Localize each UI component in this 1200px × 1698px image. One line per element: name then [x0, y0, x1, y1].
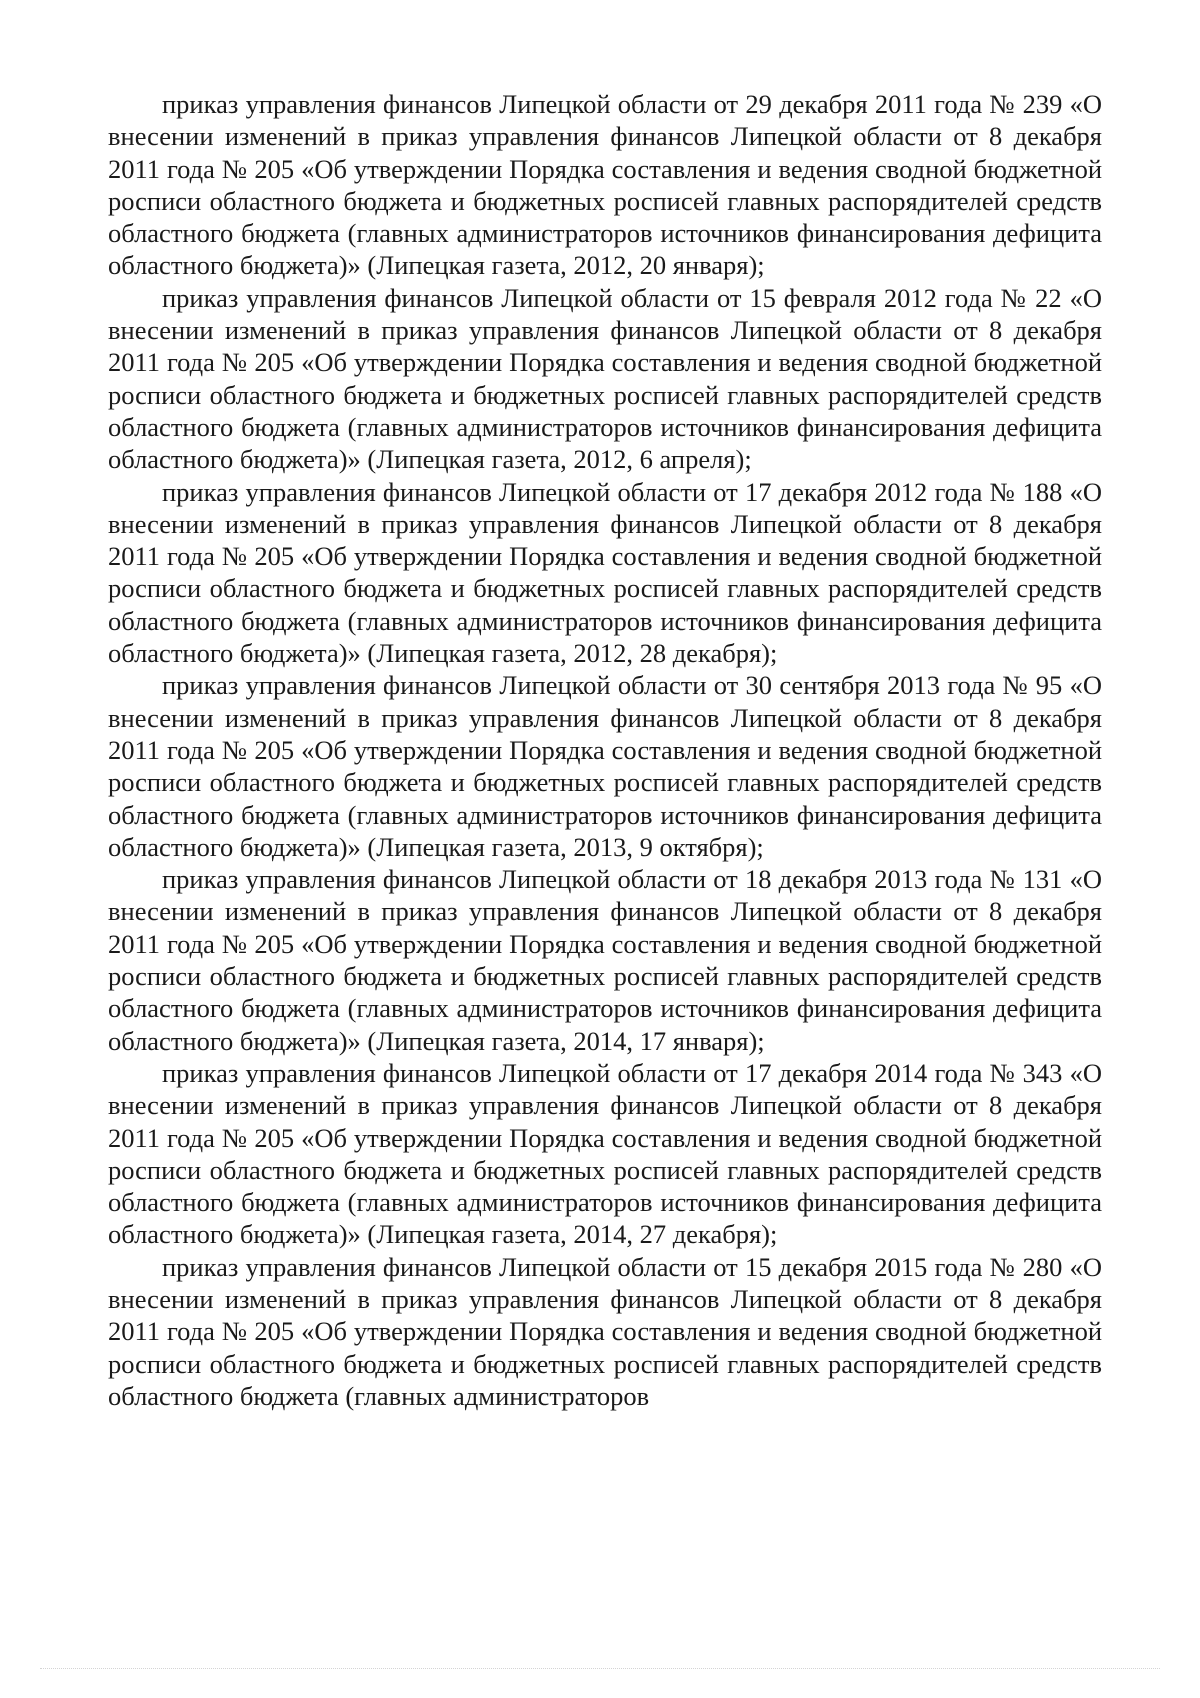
paragraph-order-239: приказ управления финансов Липецкой области от 29 декабря 2011 года № 239 «О внесении изменений в приказ управления финансов Липецкой области от 8 декабря 2011 года № 205 «Об утверждении Порядка составления и ведения сводной бюджетной росписи областного бюджета и бюджетных росписей главных распорядителей средств областного бюджета (главных администраторов источников финансирования дефицита областного бюджета)» (Липецкая газета, 2012, 20 января);	[108, 89, 1102, 281]
paragraph-order-131: приказ управления финансов Липецкой области от 18 декабря 2013 года № 131 «О внесении изменений в приказ управления финансов Липецкой области от 8 декабря 2011 года № 205 «Об утверждении Порядка составления и ведения сводной бюджетной росписи областного бюджета и бюджетных росписей главных распорядителей средств областного бюджета (главных администраторов источников финансирования дефицита областного бюджета)» (Липецкая газета, 2014, 17 января);	[108, 864, 1102, 1056]
paragraph-order-280: приказ управления финансов Липецкой области от 15 декабря 2015 года № 280 «О внесении изменений в приказ управления финансов Липецкой области от 8 декабря 2011 года № 205 «Об утверждении Порядка составления и ведения сводной бюджетной росписи областного бюджета и бюджетных росписей главных распорядителей средств областного бюджета (главных администраторов	[108, 1251, 1102, 1411]
scan-artifact-line	[40, 1668, 1160, 1669]
paragraph-order-188: приказ управления финансов Липецкой области от 17 декабря 2012 года № 188 «О внесении изменений в приказ управления финансов Липецкой области от 8 декабря 2011 года № 205 «Об утверждении Порядка составления и ведения сводной бюджетной росписи областного бюджета и бюджетных росписей главных распорядителей средств областного бюджета (главных администраторов источников финансирования дефицита областного бюджета)» (Липецкая газета, 2012, 28 декабря);	[108, 476, 1102, 669]
paragraph-order-95: приказ управления финансов Липецкой области от 30 сентября 2013 года № 95 «О внесении изменений в приказ управления финансов Липецкой области от 8 декабря 2011 года № 205 «Об утверждении Порядка составления и ведения сводной бюджетной росписи областного бюджета и бюджетных росписей главных распорядителей средств областного бюджета (главных администраторов источников финансирования дефицита областного бюджета)» (Липецкая газета, 2013, 9 октября);	[108, 670, 1102, 862]
document-body	[108, 88, 1102, 1412]
paragraph-order-343: приказ управления финансов Липецкой области от 17 декабря 2014 года № 343 «О внесении изменений в приказ управления финансов Липецкой области от 8 декабря 2011 года № 205 «Об утверждении Порядка составления и ведения сводной бюджетной росписи областного бюджета и бюджетных росписей главных распорядителей средств областного бюджета (главных администраторов источников финансирования дефицита областного бюджета)» (Липецкая газета, 2014, 27 декабря);	[108, 1057, 1102, 1250]
paragraph-order-22: приказ управления финансов Липецкой области от 15 февраля 2012 года № 22 «О внесении изменений в приказ управления финансов Липецкой области от 8 декабря 2011 года № 205 «Об утверждении Порядка составления и ведения сводной бюджетной росписи областного бюджета и бюджетных росписей главных распорядителей средств областного бюджета (главных администраторов источников финансирования дефицита областного бюджета)» (Липецкая газета, 2012, 6 апреля);	[108, 282, 1102, 475]
